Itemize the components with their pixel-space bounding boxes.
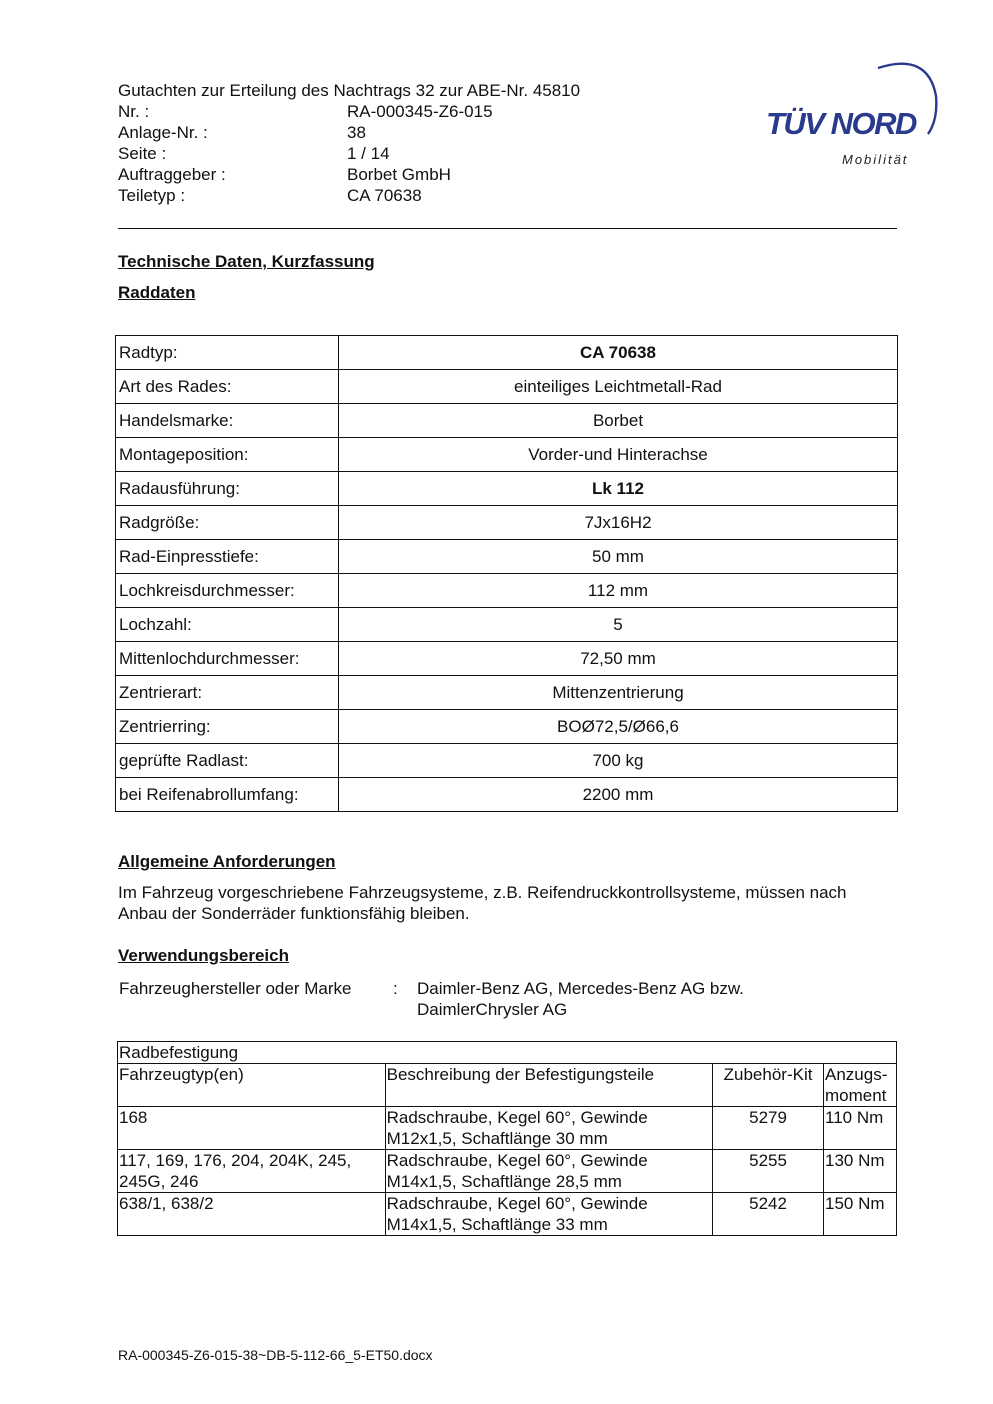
- cell-zubehoer-kit: 5279: [713, 1107, 824, 1150]
- logo-subtitle: Mobilität: [842, 152, 909, 167]
- table-row: [116, 778, 898, 812]
- allgemeine-anforderungen-text: Im Fahrzeug vorgeschriebene Fahrzeugsysteme, z.B. Reifendruckkontrollsysteme, müssen nach Anbau der Sonderräder funktionsfähig bleiben.: [118, 883, 847, 923]
- tuv-nord-logo: [760, 56, 940, 176]
- header-value: CA 70638: [347, 186, 422, 205]
- raddaten-key: Rad-Einpresstiefe:: [116, 540, 339, 574]
- table-row: [116, 336, 898, 370]
- raddaten-value: CA 70638: [339, 336, 898, 370]
- header-value: RA-000345-Z6-015: [347, 102, 493, 121]
- cell-beschreibung: Radschraube, Kegel 60°, Gewinde M12x1,5, Schaftlänge 30 mm: [385, 1107, 712, 1150]
- raddaten-key: Lochkreisdurchmesser:: [116, 574, 339, 608]
- table-caption-row: [118, 1042, 897, 1064]
- cell-beschreibung: Radschraube, Kegel 60°, Gewinde M14x1,5, Schaftlänge 33 mm: [385, 1193, 712, 1236]
- table-row: [116, 540, 898, 574]
- raddaten-value: 700 kg: [339, 744, 898, 778]
- raddaten-key: Zentrierart:: [116, 676, 339, 710]
- table-header-row: [118, 1064, 897, 1107]
- raddaten-value: BOØ72,5/Ø66,6: [339, 710, 898, 744]
- header-key: Nr. :: [118, 102, 150, 121]
- table-row: [116, 438, 898, 472]
- cell-zubehoer-kit: 5255: [713, 1150, 824, 1193]
- cell-fahrzeugtyp: 168: [118, 1107, 386, 1150]
- verwendung-value: Daimler-Benz AG, Mercedes-Benz AG bzw. DaimlerChrysler AG: [417, 979, 744, 1019]
- radbefestigung-table: [117, 1041, 897, 1236]
- raddaten-value: 50 mm: [339, 540, 898, 574]
- header-beschreibung: Beschreibung der Befestigungsteile: [385, 1064, 712, 1107]
- raddaten-key: Zentrierring:: [116, 710, 339, 744]
- raddaten-key: Lochzahl:: [116, 608, 339, 642]
- table-row: [116, 608, 898, 642]
- table-row: [118, 1107, 897, 1150]
- header-value: Borbet GmbH: [347, 165, 451, 184]
- header-key: Teiletyp :: [118, 186, 186, 205]
- cell-anzugsmoment: 150 Nm: [824, 1193, 897, 1236]
- raddaten-value: Borbet: [339, 404, 898, 438]
- cell-fahrzeugtyp: 117, 169, 176, 204, 204K, 245, 245G, 246: [118, 1150, 386, 1193]
- raddaten-value: 5: [339, 608, 898, 642]
- raddaten-value: 2200 mm: [339, 778, 898, 812]
- table-row: [116, 676, 898, 710]
- raddaten-key: bei Reifenabrollumfang:: [116, 778, 339, 812]
- table-row: [118, 1150, 897, 1193]
- raddaten-value: Vorder-und Hinterachse: [339, 438, 898, 472]
- raddaten-key: Handelsmarke:: [116, 404, 339, 438]
- table-row: [118, 1193, 897, 1236]
- cell-anzugsmoment: 110 Nm: [824, 1107, 897, 1150]
- raddaten-key: Radgröße:: [116, 506, 339, 540]
- table-row: [116, 370, 898, 404]
- raddaten-key: Radausführung:: [116, 472, 339, 506]
- raddaten-key: Mittenlochdurchmesser:: [116, 642, 339, 676]
- table-row: [116, 472, 898, 506]
- header-rule: [118, 228, 897, 229]
- raddaten-key: Radtyp:: [116, 336, 339, 370]
- radbefestigung-caption: Radbefestigung: [118, 1042, 897, 1064]
- header-fahrzeugtyp: Fahrzeugtyp(en): [118, 1064, 386, 1107]
- raddaten-value: Mittenzentrierung: [339, 676, 898, 710]
- raddaten-value: Lk 112: [339, 472, 898, 506]
- table-row: [116, 574, 898, 608]
- raddaten-value: 7Jx16H2: [339, 506, 898, 540]
- raddaten-table: [115, 335, 898, 812]
- raddaten-value: einteiliges Leichtmetall-Rad: [339, 370, 898, 404]
- table-row: [116, 642, 898, 676]
- raddaten-value: 112 mm: [339, 574, 898, 608]
- header-anzugsmoment: Anzugs- moment: [824, 1064, 897, 1107]
- cell-beschreibung: Radschraube, Kegel 60°, Gewinde M14x1,5, Schaftlänge 28,5 mm: [385, 1150, 712, 1193]
- heading-raddaten: Raddaten: [118, 283, 196, 302]
- cell-fahrzeugtyp: 638/1, 638/2: [118, 1193, 386, 1236]
- table-row: [116, 710, 898, 744]
- header-value: 38: [347, 123, 366, 142]
- header-zubehoer-kit: Zubehör-Kit: [713, 1064, 824, 1107]
- table-row: [116, 744, 898, 778]
- raddaten-value: 72,50 mm: [339, 642, 898, 676]
- header-key: Seite :: [118, 144, 167, 163]
- raddaten-key: Montageposition:: [116, 438, 339, 472]
- doc-title: Gutachten zur Erteilung des Nachtrags 32 zur ABE-Nr. 45810: [118, 81, 581, 100]
- footer-filename: RA-000345-Z6-015-38~DB-5-112-66_5-ET50.docx: [118, 1347, 433, 1363]
- heading-allgemeine-anforderungen: Allgemeine Anforderungen: [118, 852, 336, 871]
- heading-technische-daten: Technische Daten, Kurzfassung: [118, 252, 375, 271]
- logo-brand: TÜV NORD: [766, 106, 916, 141]
- heading-verwendungsbereich: Verwendungsbereich: [118, 946, 289, 965]
- table-row: [116, 404, 898, 438]
- header-value: 1 / 14: [347, 144, 390, 163]
- verwendung-colon: :: [393, 979, 398, 998]
- header-key: Anlage-Nr. :: [118, 123, 208, 142]
- cell-anzugsmoment: 130 Nm: [824, 1150, 897, 1193]
- raddaten-key: Art des Rades:: [116, 370, 339, 404]
- cell-zubehoer-kit: 5242: [713, 1193, 824, 1236]
- raddaten-key: geprüfte Radlast:: [116, 744, 339, 778]
- verwendung-label: Fahrzeughersteller oder Marke: [119, 979, 352, 998]
- table-row: [116, 506, 898, 540]
- header-key: Auftraggeber :: [118, 165, 226, 184]
